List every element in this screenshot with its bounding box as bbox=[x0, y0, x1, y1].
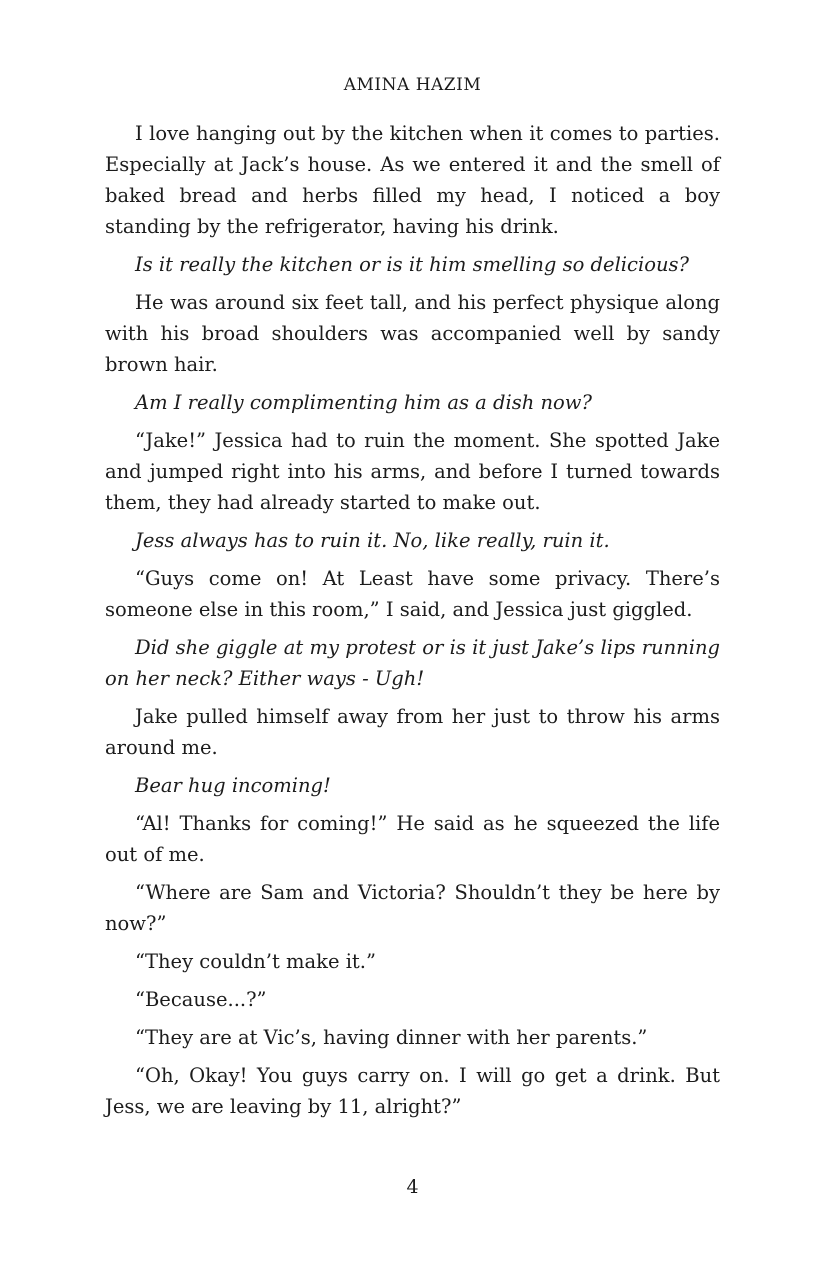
body-paragraph: I love hanging out by the kitchen when it comes to parties. Especially at Jack’s house. As we entered it and the smell of baked bread and herbs filled my head, I noticed a boy standing by the refrigerator, having his drink. bbox=[105, 122, 720, 238]
body-text-block bbox=[105, 118, 720, 1129]
page-number: 4 bbox=[406, 1176, 419, 1198]
thought-paragraph: Jess always has to ruin it. No, like really, ruin it. bbox=[135, 529, 610, 552]
body-paragraph: He was around six feet tall, and his perfect physique along with his broad shoulders was accompanied well by sandy brown hair. bbox=[105, 291, 720, 376]
thought-paragraph: Am I really complimenting him as a dish now? bbox=[135, 391, 592, 414]
body-paragraph: “They couldn’t make it.” bbox=[135, 950, 376, 973]
body-paragraph: “Where are Sam and Victoria? Shouldn’t they be here by now?” bbox=[105, 881, 720, 935]
body-paragraph: “Oh, Okay! You guys carry on. I will go get a drink. But Jess, we are leaving by 11, alright?” bbox=[105, 1064, 720, 1118]
body-paragraph: “Guys come on! At Least have some privacy. There’s someone else in this room,” I said, and Jessica just giggled. bbox=[105, 567, 720, 621]
body-paragraph: “Jake!” Jessica had to ruin the moment. She spotted Jake and jumped right into his arms, and before I turned towards them, they had already started to make out. bbox=[105, 429, 720, 514]
thought-paragraph: Is it really the kitchen or is it him smelling so delicious? bbox=[135, 253, 689, 276]
body-paragraph: Jake pulled himself away from her just to throw his arms around me. bbox=[105, 705, 720, 759]
body-paragraph: “They are at Vic’s, having dinner with her parents.” bbox=[135, 1026, 648, 1049]
body-paragraph: “Al! Thanks for coming!” He said as he squeezed the life out of me. bbox=[105, 812, 720, 866]
body-paragraph: “Because...?” bbox=[135, 988, 267, 1011]
running-header: AMINA HAZIM bbox=[343, 75, 482, 95]
thought-paragraph: Did she giggle at my protest or is it just Jake’s lips running on her neck? Either ways - Ugh! bbox=[105, 636, 720, 690]
thought-paragraph: Bear hug incoming! bbox=[135, 774, 331, 797]
